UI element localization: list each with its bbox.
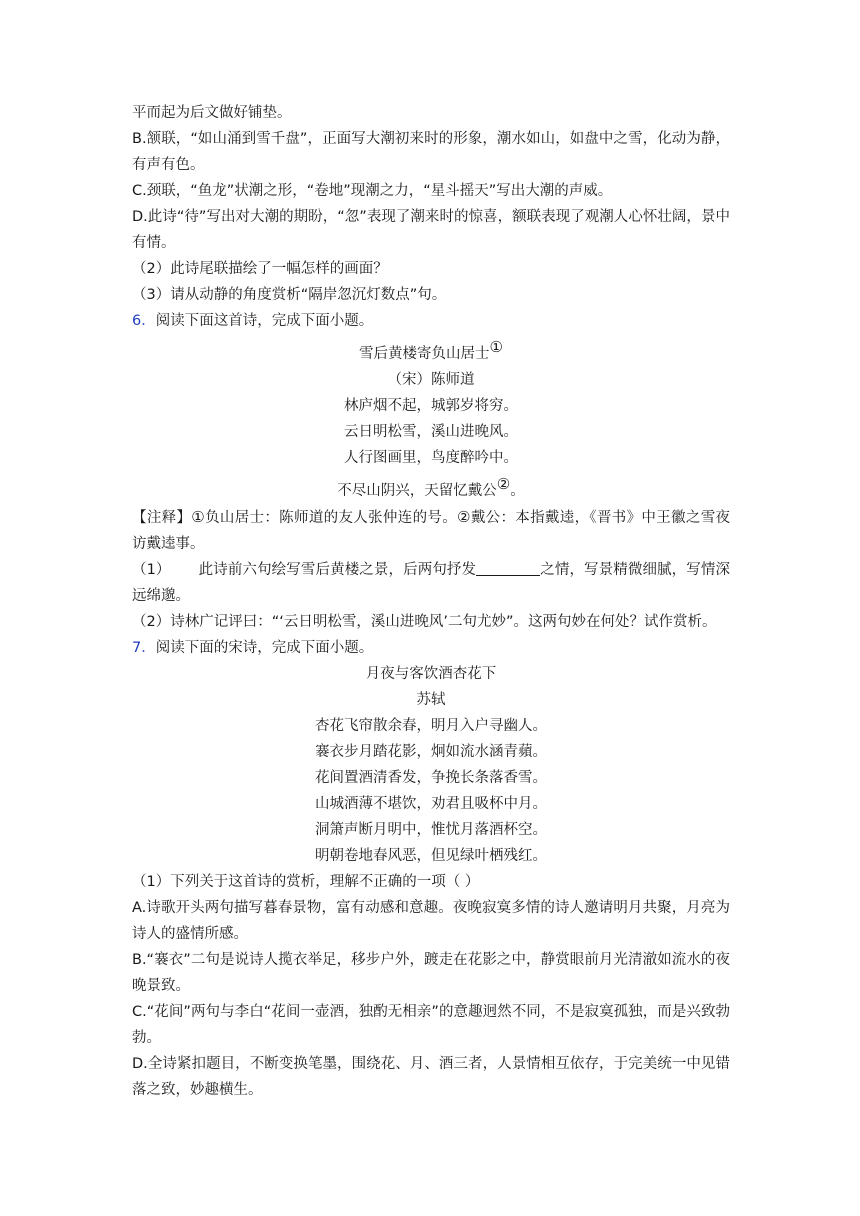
q6-last-line-footnote-mark: ②: [496, 474, 511, 493]
q7-poem-line: 花间置酒清香发，争挽长条落香雪。: [315, 769, 547, 786]
q6-notes: [132, 504, 730, 557]
q7-poem-line: 褰衣步月踏花影，炯如流水涵青蘋。: [315, 743, 547, 760]
q5-subquestion-2: （2）此诗尾联描绘了一幅怎样的画面？: [132, 261, 388, 277]
q6-subquestion-2: （2）诗林广记评曰：“‘云日明松雪，溪山进晚风’二句尤妙”。这两句妙在何处？试作赏析。: [132, 613, 717, 630]
q6-poem-line: 人行图画里，鸟度醉吟中。: [344, 449, 518, 466]
q6-last-line-end: 。: [510, 482, 525, 499]
q6-poem-author: （宋）陈师道: [387, 371, 475, 388]
q6-subquestion-1: [132, 557, 730, 609]
q7-option-a: A.诗歌开头两句描写暮春景物，富有动感和意趣。夜晚寂寞多情的诗人邀请明月共聚，月亮为诗人的盛情所感。: [132, 899, 730, 942]
q6-title-footnote-mark: ①: [489, 338, 503, 356]
q7-number: 7．: [132, 639, 156, 656]
q7-prompt: 阅读下面的宋诗，完成下面小题。: [155, 639, 374, 656]
q6-sub1-blank[interactable]: [476, 561, 540, 576]
q6-sub1-number: （1）: [132, 561, 171, 578]
q7-poem-line: 明朝卷地春风恶，但见绿叶栖残红。: [315, 847, 547, 864]
q5-option-a-continued: 平而起为后文做好铺垫。: [132, 105, 292, 121]
q6-title-text: 雪后黄楼寄负山居士: [359, 345, 490, 362]
q6-note-text-2: 戴公：本指戴逵，《晋书》中王徽之雪夜访戴逵事。: [132, 509, 731, 552]
q5-option-c: C.颈联，“鱼龙”状潮之形，“卷地”现潮之力，“星斗摇天”写出大潮的声威。: [132, 183, 613, 199]
q6-note-text-1: 负山居士：陈师道的友人张仲连的号。: [205, 509, 458, 526]
q7-option-b: B.“褰衣”二句是说诗人揽衣举足，移步户外，踱走在花影之中，静赏眼前月光清澈如流水的夜晚景致。: [132, 951, 730, 994]
q7-subquestion-1: （1）下列关于这首诗的赏析，理解不正确的一项（ ）: [132, 873, 480, 890]
q6-poem-title: [132, 334, 730, 367]
q6-sub1-text-b: 之情，写景精微细腻，写情深远绵邈。: [132, 561, 730, 604]
q7-poem-line: 杏花飞帘散余春，明月入户寻幽人。: [315, 717, 547, 734]
q6-last-line-text: 不尽山阴兴，天留忆戴公: [337, 482, 497, 499]
q7-option-d: D.全诗紧扣题目，不断变换笔墨，围绕花、月、酒三者，人景情相互依存，于完美统一中见错落之致，妙趣横生。: [132, 1055, 730, 1098]
document-body: [132, 100, 730, 1103]
q6-heading: [132, 308, 730, 334]
q6-note-mark-2: ②: [457, 507, 471, 526]
q7-option-c: C.“花间”两句与李白“花间一壶酒，独酌无相亲”的意趣迥然不同，不是寂寞孤独，而是兴致勃勃。: [132, 1003, 730, 1046]
q5-subquestion-3: （3）请从动静的角度赏析“隔岸忽沉灯数点”句。: [132, 287, 447, 303]
q7-poem-line: 山城酒薄不堪饮，劝君且吸杯中月。: [315, 795, 547, 812]
q6-number: 6．: [132, 313, 156, 329]
q6-poem-line: 云日明松雪，溪山进晚风。: [344, 423, 518, 440]
q7-poem-line: 洞箫声断月明中，惟忧月落酒杯空。: [315, 821, 547, 838]
q7-poem-author: 苏轼: [416, 691, 446, 708]
q6-poem-line: 林庐烟不起，城郭岁将穷。: [344, 397, 518, 414]
q6-note-mark-1: ①: [191, 507, 206, 526]
q6-sub1-text-a: 此诗前六句绘写雪后黄楼之景，后两句抒发: [198, 561, 477, 578]
q5-option-d: D.此诗“待”写出对大潮的期盼，“忽”表现了潮来时的惊喜，额联表现了观潮人心怀壮阔，景中有情。: [132, 209, 730, 251]
q7-poem-title: 月夜与客饮酒杏花下: [365, 665, 497, 682]
q5-option-b: B.颔联，“如山涌到雪千盘”，正面写大潮初来时的形象，潮水如山，如盘中之雪，化动为静，有声有色。: [132, 131, 730, 173]
q6-note-heading: 【注释】: [132, 509, 192, 526]
q6-poem-line: [132, 471, 730, 504]
q6-prompt: 阅读下面这首诗，完成下面小题。: [155, 313, 374, 329]
q7-heading: [132, 635, 730, 661]
